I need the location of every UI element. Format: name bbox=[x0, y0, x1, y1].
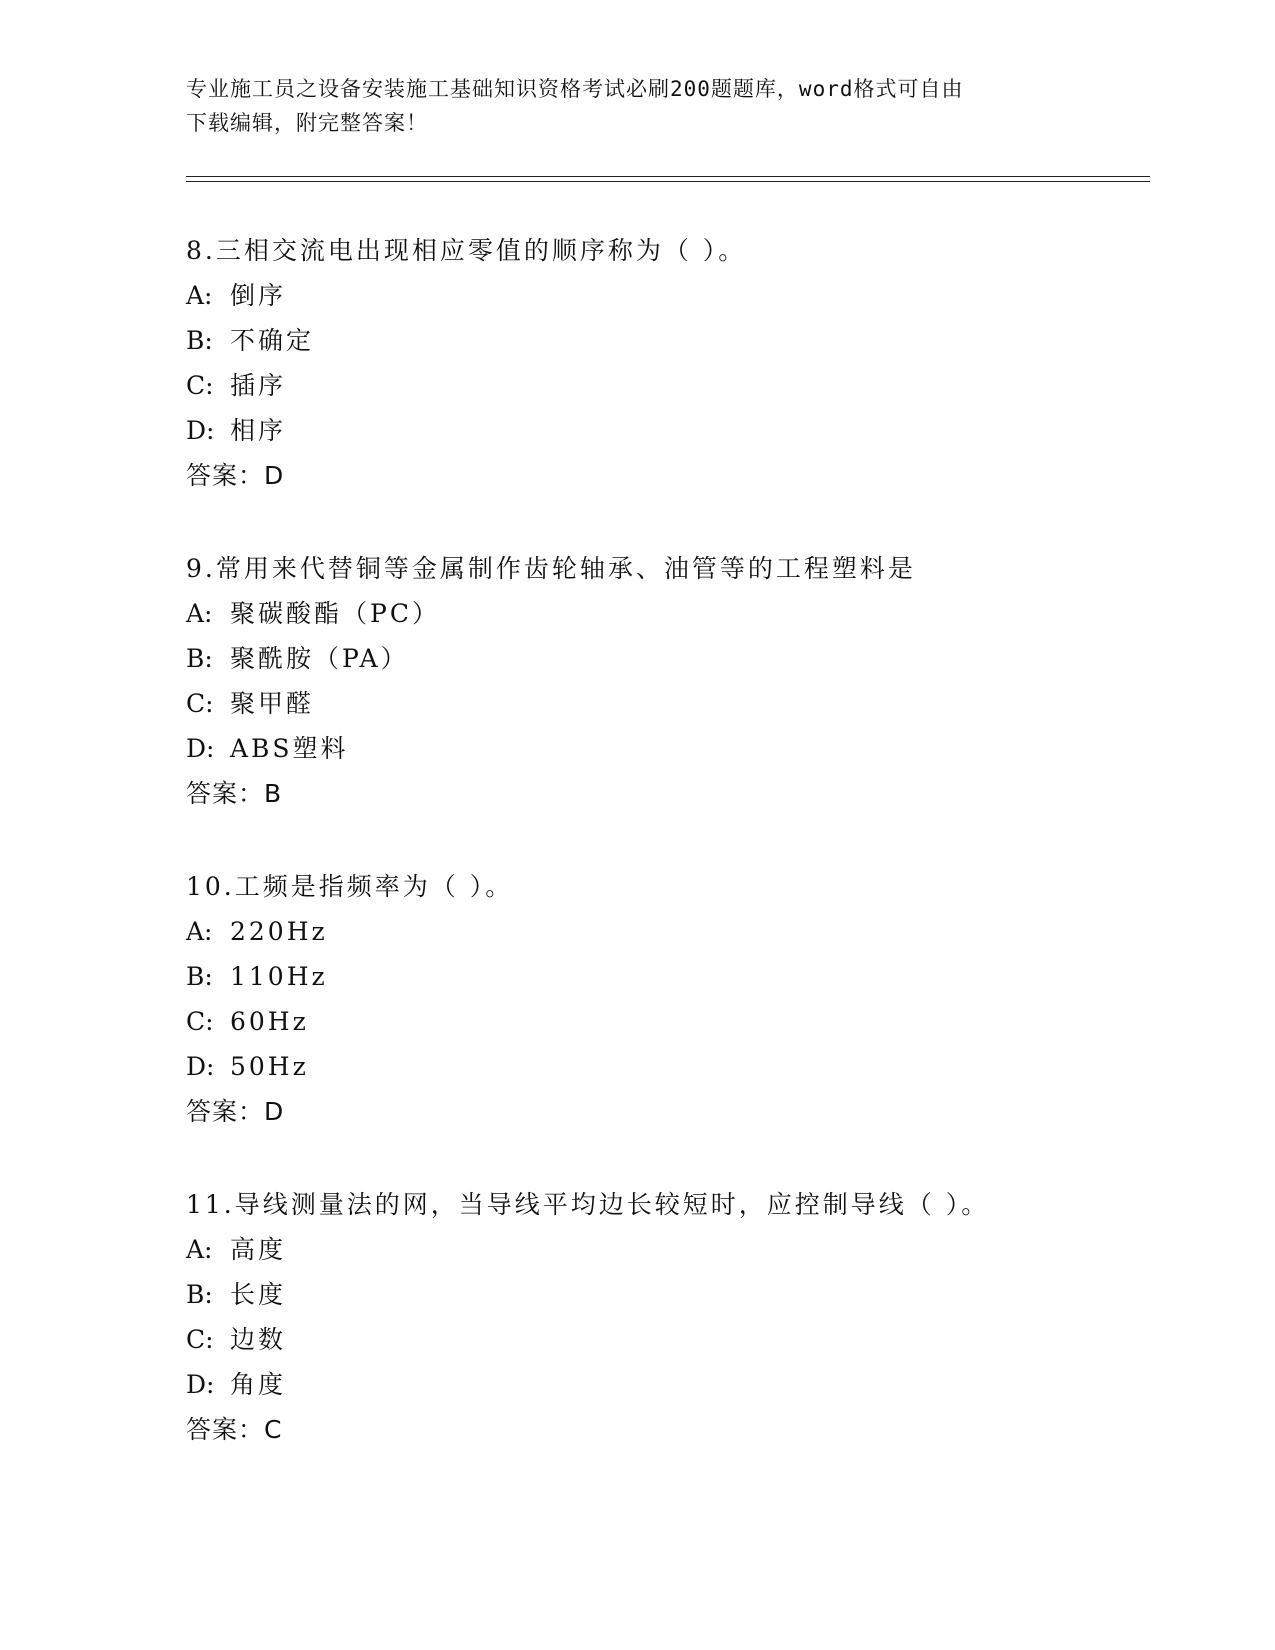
option-letter: C: bbox=[186, 371, 214, 400]
question-list bbox=[186, 228, 1146, 1452]
answer-line: 答案：B bbox=[186, 779, 283, 808]
option-text: 插序 bbox=[230, 371, 287, 400]
header-divider-bottom bbox=[186, 181, 1150, 182]
option-letter: A: bbox=[186, 599, 213, 628]
option-letter: D: bbox=[186, 416, 215, 445]
option-b bbox=[186, 1272, 1146, 1317]
question-stem: 9.常用来代替铜等金属制作齿轮轴承、油管等的工程塑料是 bbox=[186, 554, 916, 583]
question-item bbox=[186, 1182, 1146, 1452]
option-text: 聚酰胺（PA） bbox=[230, 644, 409, 673]
option-c bbox=[186, 681, 1146, 726]
question-item bbox=[186, 864, 1146, 1134]
option-letter: B: bbox=[186, 1280, 213, 1309]
question-stem: 8.三相交流电出现相应零值的顺序称为（ ）。 bbox=[186, 236, 747, 265]
option-letter: B: bbox=[186, 962, 213, 991]
option-letter: C: bbox=[186, 1007, 214, 1036]
document-header bbox=[186, 72, 1066, 140]
question-spacer bbox=[186, 816, 1146, 864]
option-letter: A: bbox=[186, 281, 213, 310]
option-b bbox=[186, 318, 1146, 363]
option-c bbox=[186, 363, 1146, 408]
option-d bbox=[186, 726, 1146, 771]
option-letter: D: bbox=[186, 1052, 215, 1081]
option-d bbox=[186, 408, 1146, 453]
option-text: 聚碳酸酯（PC） bbox=[230, 599, 440, 628]
option-letter: C: bbox=[186, 689, 214, 718]
question-spacer bbox=[186, 498, 1146, 546]
option-c bbox=[186, 1317, 1146, 1362]
question-stem: 10.工频是指频率为（ ）。 bbox=[186, 872, 514, 901]
option-d bbox=[186, 1044, 1146, 1089]
option-text: 倒序 bbox=[230, 281, 287, 310]
option-text: 高度 bbox=[230, 1235, 287, 1264]
option-text: 相序 bbox=[230, 416, 287, 445]
header-title-line-1: 专业施工员之设备安装施工基础知识资格考试必刷200题题库，word格式可自由 bbox=[186, 77, 964, 101]
header-divider-top bbox=[186, 176, 1150, 177]
option-a bbox=[186, 1227, 1146, 1272]
option-b bbox=[186, 636, 1146, 681]
option-letter: B: bbox=[186, 644, 213, 673]
option-text: 聚甲醛 bbox=[230, 689, 315, 718]
option-text: 长度 bbox=[230, 1280, 287, 1309]
option-d bbox=[186, 1362, 1146, 1407]
question-item bbox=[186, 546, 1146, 816]
option-text: 220Hz bbox=[230, 917, 328, 946]
option-letter: B: bbox=[186, 326, 213, 355]
option-a bbox=[186, 591, 1146, 636]
option-text: ABS塑料 bbox=[230, 734, 349, 763]
option-text: 不确定 bbox=[230, 326, 315, 355]
option-letter: A: bbox=[186, 1235, 213, 1264]
header-title-line-2: 下载编辑，附完整答案！ bbox=[186, 111, 428, 135]
option-letter: D: bbox=[186, 1370, 215, 1399]
option-a bbox=[186, 273, 1146, 318]
option-letter: A: bbox=[186, 917, 213, 946]
answer-line: 答案：D bbox=[186, 1097, 285, 1126]
answer-line: 答案：C bbox=[186, 1415, 283, 1444]
option-letter: C: bbox=[186, 1325, 214, 1354]
option-text: 60Hz bbox=[230, 1007, 309, 1036]
option-a bbox=[186, 909, 1146, 954]
question-stem: 11.导线测量法的网，当导线平均边长较短时，应控制导线（ ）。 bbox=[186, 1190, 990, 1219]
question-spacer bbox=[186, 1134, 1146, 1182]
option-text: 50Hz bbox=[230, 1052, 309, 1081]
option-text: 边数 bbox=[230, 1325, 287, 1354]
question-item bbox=[186, 228, 1146, 498]
option-c bbox=[186, 999, 1146, 1044]
option-b bbox=[186, 954, 1146, 999]
option-letter: D: bbox=[186, 734, 215, 763]
option-text: 角度 bbox=[230, 1370, 287, 1399]
option-text: 110Hz bbox=[230, 962, 328, 991]
answer-line: 答案：D bbox=[186, 461, 285, 490]
